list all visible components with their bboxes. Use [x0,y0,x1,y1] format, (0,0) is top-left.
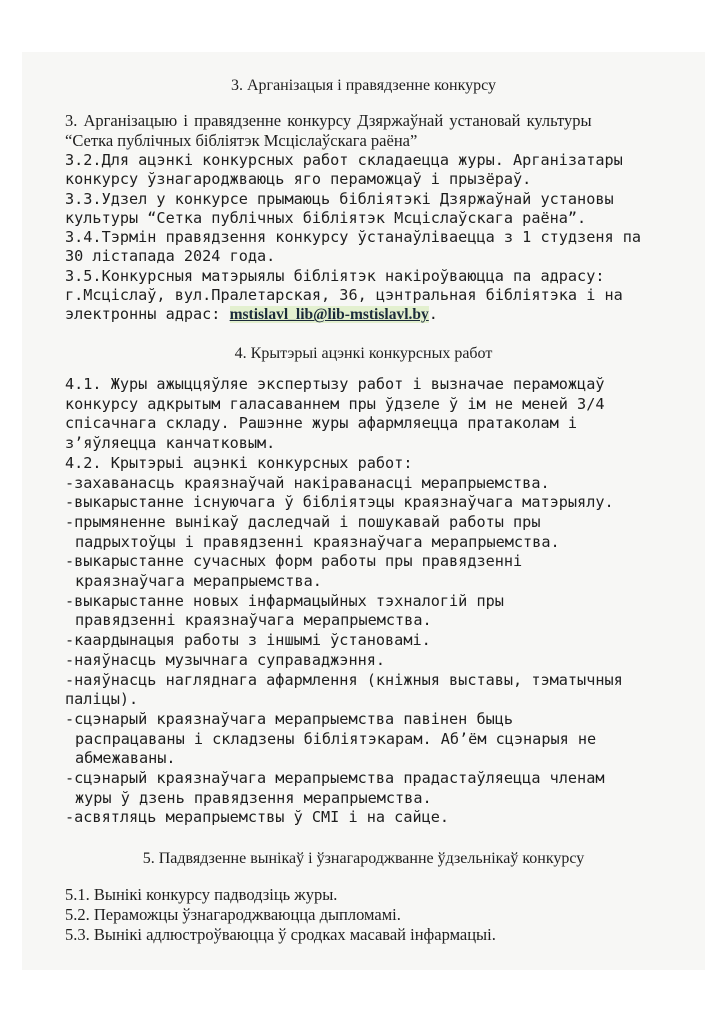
email-label: электронны адрас: [65,305,230,324]
criteria-item-cont: распрацаваны і складзены бібліятэкарам. Аб’ём сцэнарыя не [75,729,597,748]
criteria-item: -наяўнасць музычнага суправаджэння. [65,650,386,669]
section-3-p5-line-2: г.Мсціслаў, вул.Пралетарская, 36, цэнтральная бібліятэка і на [65,286,623,305]
criteria-item-cont: журы ў дзень правядзення мерапрыемства. [75,788,432,807]
criteria-item-cont: абмежаваны. [75,749,176,768]
criteria-item-cont: краязнаўчага мерапрыемства. [75,572,322,591]
section-4-line: спісачнага складу. Рашэнне журы афармляецца пратаколам і [65,414,578,433]
document-page [22,52,705,970]
section-3-p2-line-2: конкурсу ўзнагароджваюць яго пераможцаў і прызёраў. [65,170,532,189]
section-3-p2-line-1: 3.2.Для ацэнкі конкурсных работ складаецца журы. Арганізатары [65,151,623,169]
section-3-p3-line-1: 3.3.Удзел у конкурсе прымаюць бібліятэкі Дзяржаўнай установы [65,189,614,208]
section-3-body [65,111,592,150]
criteria-item: -каардынацыя работы з іншымі ўстановамі. [65,631,431,650]
criteria-item: -выкарыстанне існуючага ў бібліятэцы краязнаўчага матэрыялу. [65,493,614,512]
section-4-line: конкурсу адкрытым галасаваннем пры ўдзеле ў ім не меней 3/4 [65,394,605,413]
section-3-p5-line-1: 3.5.Конкурсныя матэрыялы бібліятэк накіроўваюцца па адрасу: [65,266,605,285]
email-link[interactable]: mstislavl_lib@lib-mstislavl.by [229,306,429,324]
section-3-body-mono [65,151,641,325]
section-4-line: 4.2. Крытэрыі ацэнкі конкурсных работ: [65,453,413,472]
email-period: . [428,305,438,324]
section-3-p4-line-1: 3.4.Тэрмін правядзення конкурсу ўстанаўліваецца з 1 студзеня па [65,228,642,247]
section-3-p4-line-2: 30 лістапада 2024 года. [65,247,276,266]
criteria-item: -наяўнасць нагляднага афармлення (кніжныя выставы, тэматычныя [65,670,623,689]
criteria-item: -выкарыстанне сучасных форм работы пры правядзенні [65,552,523,571]
section-4-body [65,375,623,828]
section-3-p5-line-3 [65,305,641,324]
section-5-line: 5.2. Пераможцы ўзнагароджваюцца дыпломамі. [65,904,401,924]
section-3-heading: 3. Арганізацыя і правядзенне конкурсу [230,77,497,94]
section-4-heading: 4. Крытэрыі ацэнкі конкурсных работ [234,345,493,362]
criteria-item-cont: падрыхтоўцы і правядзенні краязнаўчага мерапрыемства. [75,532,560,551]
criteria-item: -асвятляць мерапрыемствы ў СМІ і на сайце. [65,808,450,827]
criteria-item: -выкарыстанне новых інфармацыйных тэхналогій пры [65,591,504,610]
criteria-item-cont: правядзенні краязнаўчага мерапрыемства. [75,611,432,630]
criteria-item: -захаванасць краязнаўчай накіраванасці мерапрыемства. [65,473,550,492]
section-5-body [65,885,496,944]
section-5-heading: 5. Падвядзенне вынікаў і ўзнагароджванне ўдзельнікаў конкурсу [142,850,585,867]
criteria-item-cont: паліцы). [65,690,139,709]
section-3-p3-line-2: культуры “Сетка публічных бібліятэк Мсціслаўскага раёна”. [65,208,587,227]
section-4-line: 4.1. Журы ажыццяўляе экспертызу работ і вызначае пераможцаў [65,375,605,393]
criteria-item: -сцэнарый краязнаўчага мерапрыемства павінен быць [65,709,514,728]
section-5-line: 5.1. Вынікі конкурсу падводзіць журы. [65,885,338,904]
section-3-p1-line-2: “Сетка публічных бібліятэк Мсціслаўскага раёна” [65,130,418,150]
section-4-line: з’яўляецца канчатковым. [65,434,276,453]
criteria-item: -сцэнарый краязнаўчага мерапрыемства прадастаўляецца членам [65,769,605,788]
section-3-p1-line-1: 3. Арганізацыю і правядзенне конкурсу Дзяржаўнай установай культуры [65,111,592,130]
section-5-line: 5.3. Вынікі адлюстроўваюцца ў сродках масавай інфармацыі. [65,924,496,944]
criteria-item: -прымяненне вынікаў даследчай і пошукавай работы пры [65,512,541,531]
